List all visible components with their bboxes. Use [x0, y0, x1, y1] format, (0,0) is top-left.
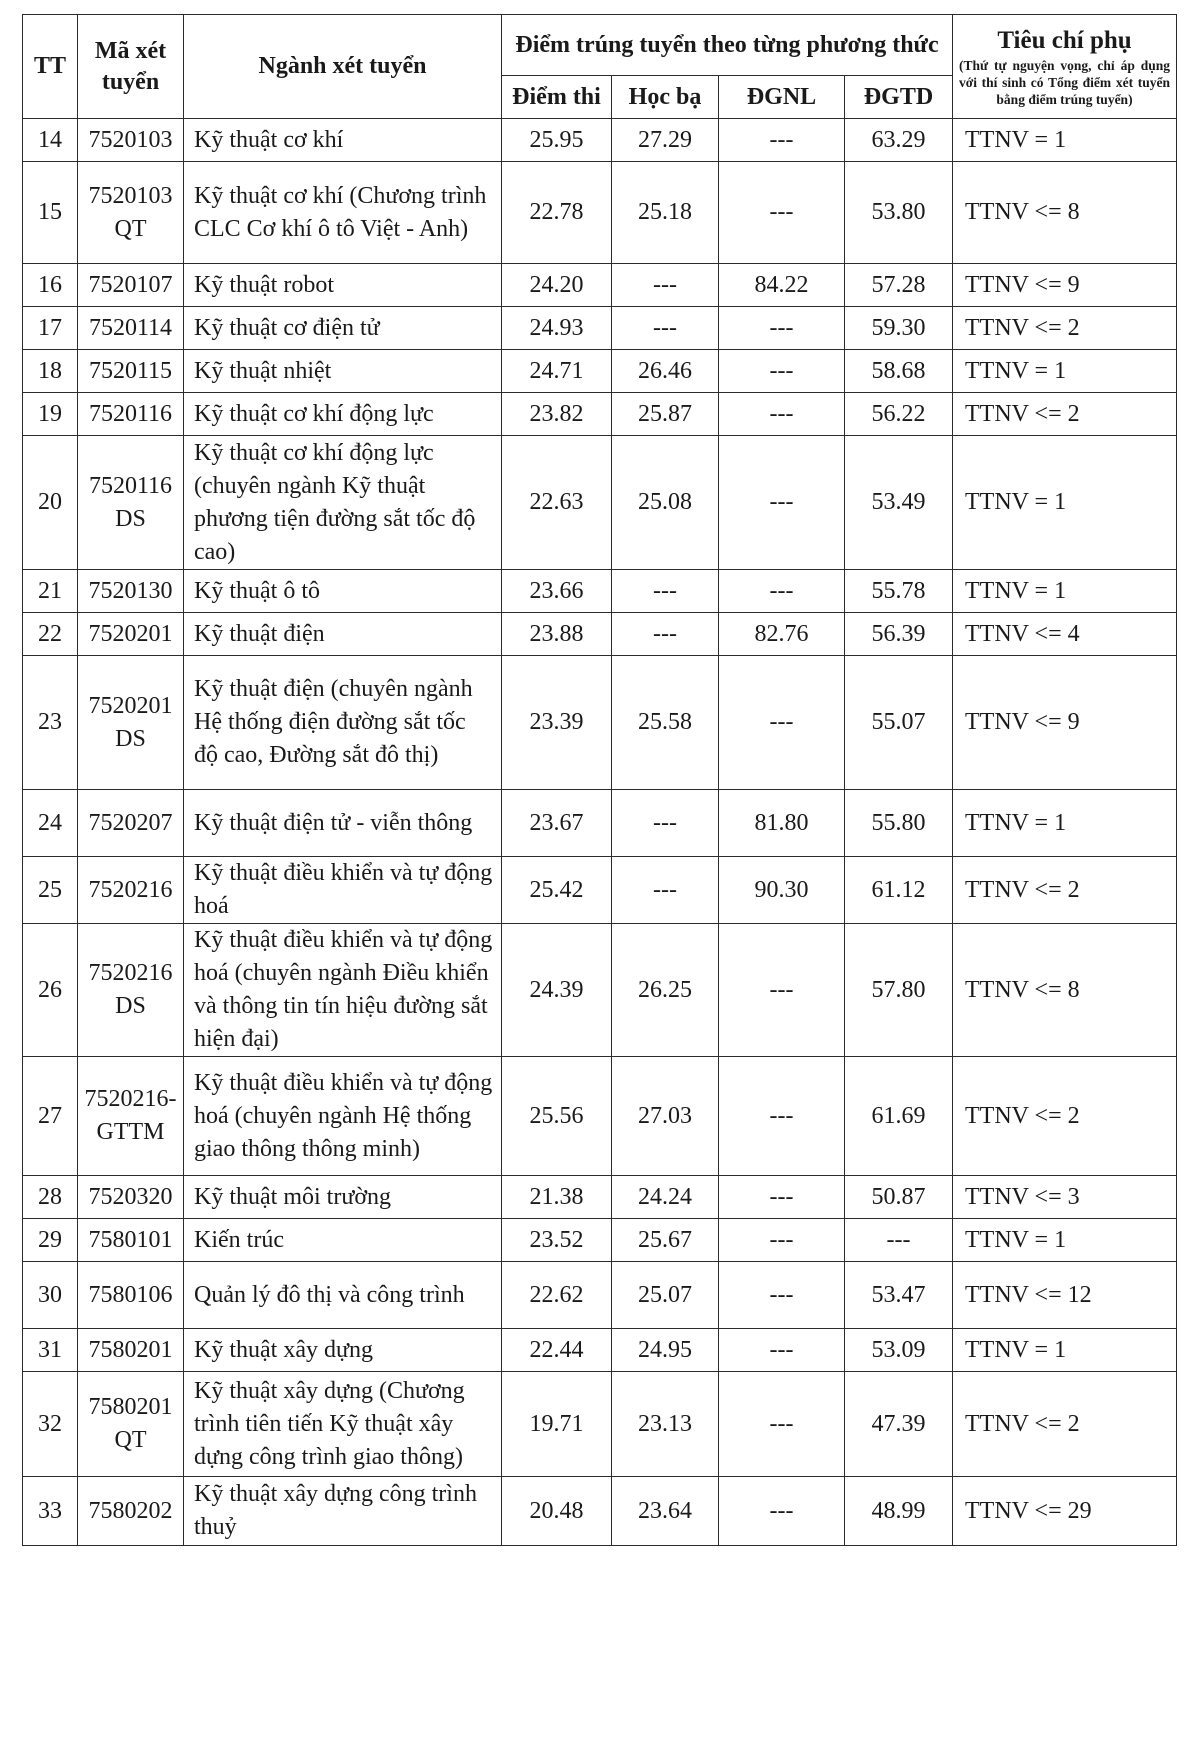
cell-major: Kỹ thuật xây dựng công trình thuỷ	[184, 1477, 502, 1546]
cell-tt: 30	[23, 1262, 78, 1329]
cell-hoc-ba: ---	[612, 857, 719, 924]
cell-code: 7520207	[78, 790, 184, 857]
cell-diem-thi: 23.88	[502, 613, 612, 656]
cell-diem-thi: 23.52	[502, 1219, 612, 1262]
cell-major: Kỹ thuật điều khiển và tự động hoá	[184, 857, 502, 924]
cell-criteria: TTNV <= 2	[953, 393, 1177, 436]
cell-code: 7520320	[78, 1176, 184, 1219]
cell-criteria: TTNV <= 9	[953, 264, 1177, 307]
cell-hoc-ba: 24.95	[612, 1329, 719, 1372]
cell-code: 7520201	[78, 613, 184, 656]
cell-hoc-ba: ---	[612, 264, 719, 307]
cell-criteria: TTNV <= 2	[953, 857, 1177, 924]
cell-dgtd: 57.80	[845, 924, 953, 1057]
cell-tt: 31	[23, 1329, 78, 1372]
cell-dgnl: ---	[719, 656, 845, 790]
cell-hoc-ba: 25.87	[612, 393, 719, 436]
table-row	[23, 1372, 1177, 1477]
cell-dgnl: 84.22	[719, 264, 845, 307]
cell-criteria: TTNV = 1	[953, 350, 1177, 393]
cell-dgtd: 55.07	[845, 656, 953, 790]
cell-major: Kỹ thuật cơ khí	[184, 119, 502, 162]
cell-hoc-ba: 25.18	[612, 162, 719, 264]
table-row	[23, 1477, 1177, 1546]
cell-diem-thi: 25.56	[502, 1057, 612, 1176]
cell-major: Kỹ thuật cơ điện tử	[184, 307, 502, 350]
cell-hoc-ba: 25.67	[612, 1219, 719, 1262]
cell-major: Kỹ thuật xây dựng (Chương trình tiên tiến Kỹ thuật xây dựng công trình giao thông)	[184, 1372, 502, 1477]
table-row	[23, 613, 1177, 656]
cell-dgnl: ---	[719, 393, 845, 436]
header-criteria	[953, 15, 1177, 119]
cell-code: 7520216 DS	[78, 924, 184, 1057]
table-row	[23, 1329, 1177, 1372]
cell-tt: 19	[23, 393, 78, 436]
cell-dgtd: 58.68	[845, 350, 953, 393]
header-tt: TT	[23, 15, 78, 119]
cell-diem-thi: 19.71	[502, 1372, 612, 1477]
cell-criteria: TTNV = 1	[953, 436, 1177, 570]
cell-criteria: TTNV <= 4	[953, 613, 1177, 656]
cell-diem-thi: 23.67	[502, 790, 612, 857]
cell-code: 7580202	[78, 1477, 184, 1546]
cell-major: Kỹ thuật ô tô	[184, 570, 502, 613]
admission-scores-table	[22, 14, 1177, 1546]
cell-tt: 23	[23, 656, 78, 790]
cell-criteria: TTNV = 1	[953, 1329, 1177, 1372]
cell-dgnl: ---	[719, 1372, 845, 1477]
table-row	[23, 924, 1177, 1057]
cell-criteria: TTNV <= 9	[953, 656, 1177, 790]
cell-dgtd: 57.28	[845, 264, 953, 307]
table-row	[23, 1057, 1177, 1176]
table-row	[23, 307, 1177, 350]
table-row	[23, 436, 1177, 570]
cell-dgtd: 61.69	[845, 1057, 953, 1176]
cell-hoc-ba: ---	[612, 570, 719, 613]
cell-criteria: TTNV <= 8	[953, 162, 1177, 264]
cell-major: Kỹ thuật điện tử - viễn thông	[184, 790, 502, 857]
cell-dgtd: 56.39	[845, 613, 953, 656]
cell-major: Kỹ thuật robot	[184, 264, 502, 307]
cell-dgnl: ---	[719, 350, 845, 393]
cell-criteria: TTNV <= 29	[953, 1477, 1177, 1546]
cell-diem-thi: 24.39	[502, 924, 612, 1057]
cell-code: 7520107	[78, 264, 184, 307]
cell-tt: 32	[23, 1372, 78, 1477]
header-dgtd: ĐGTD	[845, 76, 953, 119]
cell-dgtd: 53.09	[845, 1329, 953, 1372]
cell-dgtd: 61.12	[845, 857, 953, 924]
cell-dgtd: ---	[845, 1219, 953, 1262]
cell-diem-thi: 24.20	[502, 264, 612, 307]
cell-dgnl: ---	[719, 570, 845, 613]
cell-tt: 24	[23, 790, 78, 857]
cell-diem-thi: 23.66	[502, 570, 612, 613]
cell-hoc-ba: 27.29	[612, 119, 719, 162]
admission-scores-document	[22, 14, 1177, 1546]
cell-dgnl: ---	[719, 1477, 845, 1546]
cell-major: Kiến trúc	[184, 1219, 502, 1262]
cell-tt: 18	[23, 350, 78, 393]
header-dgnl: ĐGNL	[719, 76, 845, 119]
cell-diem-thi: 22.78	[502, 162, 612, 264]
cell-dgnl: ---	[719, 162, 845, 264]
cell-dgtd: 48.99	[845, 1477, 953, 1546]
cell-criteria: TTNV = 1	[953, 119, 1177, 162]
header-code: Mã xét tuyển	[78, 15, 184, 119]
table-row	[23, 264, 1177, 307]
cell-code: 7520103	[78, 119, 184, 162]
cell-criteria: TTNV = 1	[953, 570, 1177, 613]
cell-major: Quản lý đô thị và công trình	[184, 1262, 502, 1329]
table-row	[23, 1219, 1177, 1262]
table-row	[23, 790, 1177, 857]
cell-code: 7520116 DS	[78, 436, 184, 570]
cell-tt: 15	[23, 162, 78, 264]
header-criteria-note: (Thứ tự nguyện vọng, chỉ áp dụng với thí sinh có Tổng điểm xét tuyển bằng điểm trúng tuyển)	[959, 58, 1170, 107]
table-row	[23, 857, 1177, 924]
cell-code: 7520201 DS	[78, 656, 184, 790]
cell-criteria: TTNV = 1	[953, 1219, 1177, 1262]
cell-major: Kỹ thuật điện (chuyên ngành Hệ thống điện đường sắt tốc độ cao, Đường sắt đô thị)	[184, 656, 502, 790]
cell-tt: 29	[23, 1219, 78, 1262]
cell-tt: 25	[23, 857, 78, 924]
cell-hoc-ba: 26.25	[612, 924, 719, 1057]
cell-criteria: TTNV <= 2	[953, 1057, 1177, 1176]
cell-dgnl: ---	[719, 1057, 845, 1176]
table-row	[23, 393, 1177, 436]
cell-dgtd: 53.49	[845, 436, 953, 570]
cell-dgtd: 53.80	[845, 162, 953, 264]
cell-diem-thi: 21.38	[502, 1176, 612, 1219]
cell-tt: 33	[23, 1477, 78, 1546]
cell-code: 7520216	[78, 857, 184, 924]
cell-tt: 22	[23, 613, 78, 656]
cell-code: 7580201	[78, 1329, 184, 1372]
cell-dgtd: 56.22	[845, 393, 953, 436]
cell-tt: 20	[23, 436, 78, 570]
cell-hoc-ba: 27.03	[612, 1057, 719, 1176]
table-row	[23, 570, 1177, 613]
table-row	[23, 162, 1177, 264]
cell-major: Kỹ thuật nhiệt	[184, 350, 502, 393]
cell-dgtd: 53.47	[845, 1262, 953, 1329]
cell-tt: 27	[23, 1057, 78, 1176]
header-criteria-title: Tiêu chí phụ	[997, 27, 1132, 54]
cell-tt: 21	[23, 570, 78, 613]
cell-dgtd: 47.39	[845, 1372, 953, 1477]
cell-hoc-ba: ---	[612, 790, 719, 857]
cell-dgtd: 50.87	[845, 1176, 953, 1219]
header-diem-thi: Điểm thi	[502, 76, 612, 119]
cell-criteria: TTNV <= 3	[953, 1176, 1177, 1219]
table-body	[23, 119, 1177, 1546]
cell-hoc-ba: 25.07	[612, 1262, 719, 1329]
table-row	[23, 1176, 1177, 1219]
cell-code: 7520130	[78, 570, 184, 613]
cell-dgtd: 55.80	[845, 790, 953, 857]
cell-code: 7520116	[78, 393, 184, 436]
cell-tt: 17	[23, 307, 78, 350]
cell-hoc-ba: 23.64	[612, 1477, 719, 1546]
cell-hoc-ba: 23.13	[612, 1372, 719, 1477]
header-hoc-ba: Học bạ	[612, 76, 719, 119]
cell-criteria: TTNV <= 8	[953, 924, 1177, 1057]
cell-diem-thi: 22.62	[502, 1262, 612, 1329]
cell-diem-thi: 24.93	[502, 307, 612, 350]
table-header	[23, 15, 1177, 119]
cell-hoc-ba: 26.46	[612, 350, 719, 393]
cell-major: Kỹ thuật điều khiển và tự động hoá (chuyên ngành Điều khiển và thông tin tín hiệu đường sắt hiện đại)	[184, 924, 502, 1057]
cell-hoc-ba: 25.08	[612, 436, 719, 570]
cell-code: 7520114	[78, 307, 184, 350]
header-scores-group: Điểm trúng tuyển theo từng phương thức	[502, 15, 953, 76]
cell-diem-thi: 22.63	[502, 436, 612, 570]
cell-diem-thi: 25.42	[502, 857, 612, 924]
cell-dgnl: 81.80	[719, 790, 845, 857]
cell-dgnl: ---	[719, 924, 845, 1057]
cell-code: 7520115	[78, 350, 184, 393]
cell-criteria: TTNV = 1	[953, 790, 1177, 857]
cell-dgnl: ---	[719, 1262, 845, 1329]
cell-dgnl: ---	[719, 1219, 845, 1262]
cell-dgnl: ---	[719, 119, 845, 162]
cell-diem-thi: 22.44	[502, 1329, 612, 1372]
cell-tt: 28	[23, 1176, 78, 1219]
cell-dgnl: ---	[719, 1329, 845, 1372]
cell-tt: 14	[23, 119, 78, 162]
cell-major: Kỹ thuật xây dựng	[184, 1329, 502, 1372]
cell-code: 7580106	[78, 1262, 184, 1329]
table-row	[23, 1262, 1177, 1329]
cell-dgnl: ---	[719, 1176, 845, 1219]
table-row	[23, 350, 1177, 393]
cell-code: 7520103 QT	[78, 162, 184, 264]
cell-tt: 16	[23, 264, 78, 307]
table-row	[23, 119, 1177, 162]
header-major: Ngành xét tuyển	[184, 15, 502, 119]
cell-major: Kỹ thuật cơ khí động lực (chuyên ngành Kỹ thuật phương tiện đường sắt tốc độ cao)	[184, 436, 502, 570]
cell-diem-thi: 24.71	[502, 350, 612, 393]
cell-dgnl: ---	[719, 307, 845, 350]
cell-code: 7580101	[78, 1219, 184, 1262]
cell-hoc-ba: 25.58	[612, 656, 719, 790]
cell-dgnl: 90.30	[719, 857, 845, 924]
cell-diem-thi: 23.82	[502, 393, 612, 436]
cell-dgnl: ---	[719, 436, 845, 570]
cell-dgnl: 82.76	[719, 613, 845, 656]
cell-hoc-ba: ---	[612, 613, 719, 656]
cell-diem-thi: 25.95	[502, 119, 612, 162]
cell-hoc-ba: 24.24	[612, 1176, 719, 1219]
cell-criteria: TTNV <= 2	[953, 307, 1177, 350]
cell-major: Kỹ thuật cơ khí (Chương trình CLC Cơ khí ô tô Việt - Anh)	[184, 162, 502, 264]
cell-major: Kỹ thuật cơ khí động lực	[184, 393, 502, 436]
cell-criteria: TTNV <= 12	[953, 1262, 1177, 1329]
cell-tt: 26	[23, 924, 78, 1057]
cell-major: Kỹ thuật điều khiển và tự động hoá (chuyên ngành Hệ thống giao thông thông minh)	[184, 1057, 502, 1176]
cell-diem-thi: 23.39	[502, 656, 612, 790]
cell-criteria: TTNV <= 2	[953, 1372, 1177, 1477]
cell-major: Kỹ thuật môi trường	[184, 1176, 502, 1219]
cell-dgtd: 55.78	[845, 570, 953, 613]
cell-hoc-ba: ---	[612, 307, 719, 350]
cell-dgtd: 59.30	[845, 307, 953, 350]
cell-code: 7580201 QT	[78, 1372, 184, 1477]
cell-major: Kỹ thuật điện	[184, 613, 502, 656]
table-row	[23, 656, 1177, 790]
cell-code: 7520216- GTTM	[78, 1057, 184, 1176]
cell-diem-thi: 20.48	[502, 1477, 612, 1546]
cell-dgtd: 63.29	[845, 119, 953, 162]
